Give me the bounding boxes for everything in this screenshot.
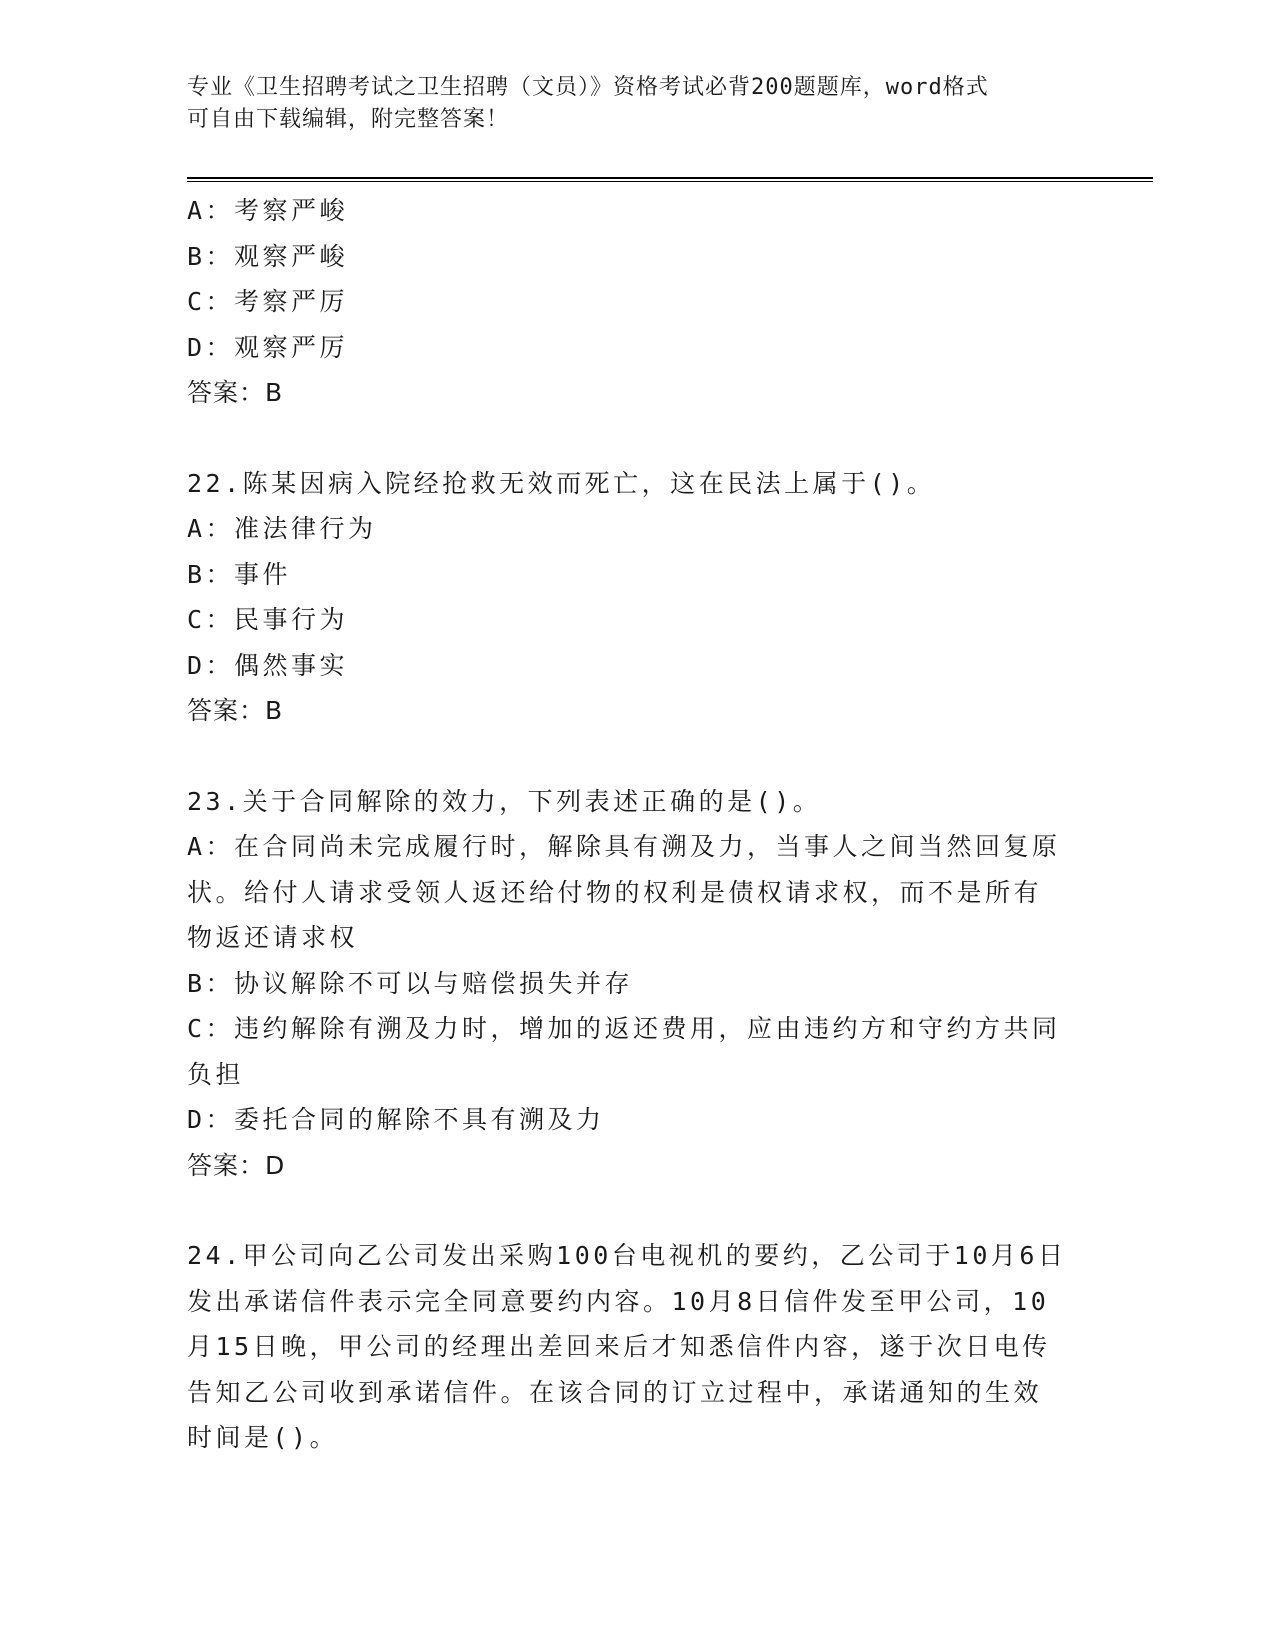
q21-option-d: D：观察严厉 [187, 332, 349, 362]
q21-answer: 答案：B [187, 378, 284, 407]
q21-option-c: C：考察严厉 [187, 287, 349, 316]
q23-option-c: C：违约解除有溯及力时，增加的返还费用，应由违约方和守约方共同负担 [187, 1014, 1061, 1089]
q23-stem: 23.关于合同解除的效力，下列表述正确的是()。 [187, 786, 822, 816]
question-24-block [187, 1233, 1067, 1461]
q21-option-a: A：考察严峻 [187, 196, 349, 225]
header-divider [187, 177, 1153, 182]
question-content [187, 188, 1067, 1461]
question-22-block [187, 461, 1067, 734]
header-line-1: 专业《卫生招聘考试之卫生招聘（文员）》资格考试必背200题题库，word格式 [187, 75, 989, 100]
header-line-2: 可自由下载编辑，附完整答案！ [187, 107, 510, 132]
spacer [187, 416, 1067, 461]
q23-option-b: B：协议解除不可以与赔偿损失并存 [187, 968, 634, 998]
q23-option-d: D：委托合同的解除不具有溯及力 [187, 1105, 605, 1134]
q22-answer: 答案：B [187, 696, 284, 725]
spacer [187, 1188, 1067, 1233]
question-23-block [187, 779, 1067, 1189]
q23-answer: 答案：D [187, 1150, 286, 1180]
q22-stem: 22.陈某因病入院经抢救无效而死亡，这在民法上属于()。 [187, 468, 936, 498]
spacer [187, 734, 1067, 779]
q22-option-c: C：民事行为 [187, 605, 349, 634]
q22-option-a: A：准法律行为 [187, 514, 377, 543]
q21-option-b: B：观察严峻 [187, 241, 349, 271]
document-header [187, 72, 1067, 136]
q22-option-b: B：事件 [187, 559, 292, 589]
q23-option-a: A：在合同尚未完成履行时，解除具有溯及力，当事人之间当然回复原状。给付人请求受领人返还给付物的权利是债权请求权，而不是所有物返还请求权 [187, 832, 1061, 952]
question-21-block [187, 188, 1067, 416]
q22-option-d: D：偶然事实 [187, 650, 349, 680]
q24-stem: 24.甲公司向乙公司发出采购100台电视机的要约，乙公司于10月6日发出承诺信件表示完全同意要约内容。10月8日信件发至甲公司，10月15日晚，甲公司的经理出差回来后才知悉信件内容，遂于次日电传告知乙公司收到承诺信件。在该合同的订立过程中，承诺通知的生效时间是()。 [187, 1241, 1067, 1452]
